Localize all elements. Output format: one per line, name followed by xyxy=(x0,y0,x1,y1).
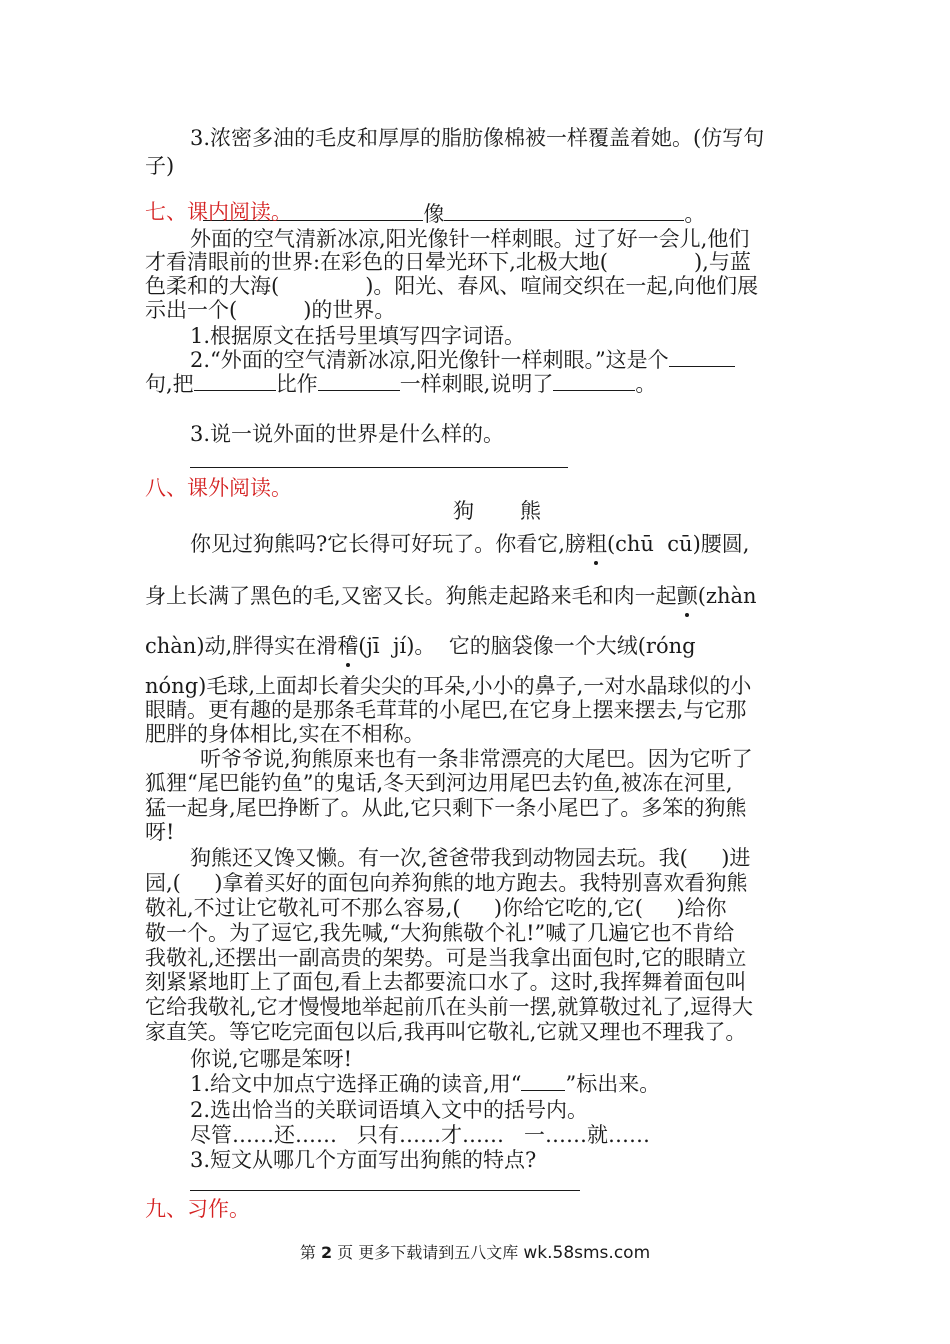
article-line-14: 敬一个。为了逗它,我先喊,“大狗熊敬个礼!”喊了几遍它也不肯给 xyxy=(145,921,735,945)
article-line-17: 它给我敬礼,它才慢慢地举起前爪在头前一摆,就算敬过礼了,逗得大 xyxy=(145,995,754,1019)
dotted-char: 粗 xyxy=(585,532,607,556)
answer-blank[interactable] xyxy=(194,372,276,391)
answer-blank[interactable] xyxy=(444,202,684,221)
article-title-1: 狗 xyxy=(453,499,474,523)
article-line-15: 我敬礼,还摆出一副高贵的架势。可是当我拿出面包时,它的眼睛立 xyxy=(145,946,747,970)
sec6-q3-line2: 子) xyxy=(145,154,175,178)
sec7-para-line4: 示出一个( )的世界。 xyxy=(145,298,396,322)
page-footer: 第 2 页 更多下载请到五八文库 wk.58sms.com xyxy=(299,1243,651,1263)
sec8-options: 尽管……还…… 只有……才…… 一……就…… xyxy=(190,1123,651,1147)
article-line-8: 狐狸“尾巴能钓鱼”的鬼话,冬天到河边用尾巴去钓鱼,被冻在河里, xyxy=(145,771,733,795)
answer-line[interactable] xyxy=(190,467,568,468)
answer-blank[interactable] xyxy=(669,348,735,367)
sec8-q2: 2.选出恰当的关联词语填入文中的括号内。 xyxy=(190,1098,589,1122)
article-line-16: 刻紧紧地盯上了面包,看上去都要流口水了。这时,我挥舞着面包叫 xyxy=(145,970,747,994)
answer-line[interactable] xyxy=(190,1190,580,1191)
answer-blank[interactable] xyxy=(318,372,400,391)
article-line-7: 听爷爷说,狗熊原来也有一条非常漂亮的大尾巴。因为它听了 xyxy=(200,747,753,771)
mark-underline xyxy=(521,1072,565,1091)
article-line-5: 眼睛。更有趣的是那条毛茸茸的小尾巴,在它身上摆来摆去,与它那 xyxy=(145,698,747,722)
article-line-10: 呀! xyxy=(145,820,175,844)
article-line-3: chàn)动,胖得实在滑稽(jī jí)。 它的脑袋像一个大绒(róng xyxy=(145,634,696,658)
article-line-1: 你见过狗熊吗?它长得可好玩了。你看它,膀粗(chū cū)腰圆, xyxy=(190,532,750,556)
article-line-2: 身上长满了黑色的毛,又密又长。狗熊走起路来毛和肉一起颤(zhàn xyxy=(145,584,757,608)
article-line-18: 家直笑。等它吃完面包以后,我再叫它敬礼,它就又理也不理我了。 xyxy=(145,1020,747,1044)
page-number: 2 xyxy=(320,1243,333,1262)
article-line-13: 敬礼,不过让它敬礼可不那么容易,( )你给它吃的,它( )给你 xyxy=(145,896,727,920)
answer-blank[interactable] xyxy=(553,372,635,391)
sec8-heading: 八、课外阅读。 xyxy=(145,476,292,500)
article-line-6: 肥胖的身体相比,实在不相称。 xyxy=(145,722,425,746)
site-link[interactable]: wk.58sms.com xyxy=(523,1243,651,1263)
sec7-q1: 1.根据原文在括号里填写四字词语。 xyxy=(190,324,526,348)
sec7-heading: 七、课内阅读。 xyxy=(145,200,292,224)
article-line-9: 猛一起身,尾巴挣断了。从此,它只剩下一条小尾巴了。多笨的狗熊 xyxy=(145,796,747,820)
article-line-19: 你说,它哪是笨呀! xyxy=(190,1047,353,1071)
sec8-q1: 1.给文中加点宁选择正确的读音,用“ ”标出来。 xyxy=(190,1072,661,1096)
article-title-2: 熊 xyxy=(520,499,541,523)
sec7-para-line2: 才看清眼前的世界:在彩色的日晕光环下,北极大地( ),与蓝 xyxy=(145,250,751,274)
sec7-q3: 3.说一说外面的世界是什么样的。 xyxy=(190,422,505,446)
dotted-char: 颤 xyxy=(676,584,698,608)
article-line-11: 狗熊还又馋又懒。有一次,爸爸带我到动物园去玩。我( )进 xyxy=(190,846,751,870)
dotted-char: 稽 xyxy=(337,634,359,658)
sec7-q2-line1: 2.“外面的空气清新冰凉,阳光像针一样刺眼。”这是个 xyxy=(190,346,735,374)
like-word: 像 xyxy=(423,202,445,226)
article-line-4: nóng)毛球,上面却长着尖尖的耳朵,小小的鼻子,一对水晶球似的小 xyxy=(145,674,752,698)
sec7-para-line1: 外面的空气清新冰凉,阳光像针一样刺眼。过了好一会儿,他们 xyxy=(190,227,750,251)
sec6-q3-line1: 3.浓密多油的毛皮和厚厚的脂肪像棉被一样覆盖着她。(仿写句 xyxy=(190,126,765,150)
sec7-q2-line2: 句,把 比作 一样刺眼,说明了 。 xyxy=(145,372,657,396)
sec9-heading: 九、习作。 xyxy=(145,1197,250,1221)
article-line-12: 园,( )拿着买好的面包向养狗熊的地方跑去。我特别喜欢看狗熊 xyxy=(145,871,748,895)
sec7-para-line3: 色柔和的大海( )。阳光、春风、喧闹交织在一起,向他们展 xyxy=(145,274,759,298)
sec8-q3: 3.短文从哪几个方面写出狗熊的特点? xyxy=(190,1148,537,1172)
period: 。 xyxy=(684,202,706,226)
